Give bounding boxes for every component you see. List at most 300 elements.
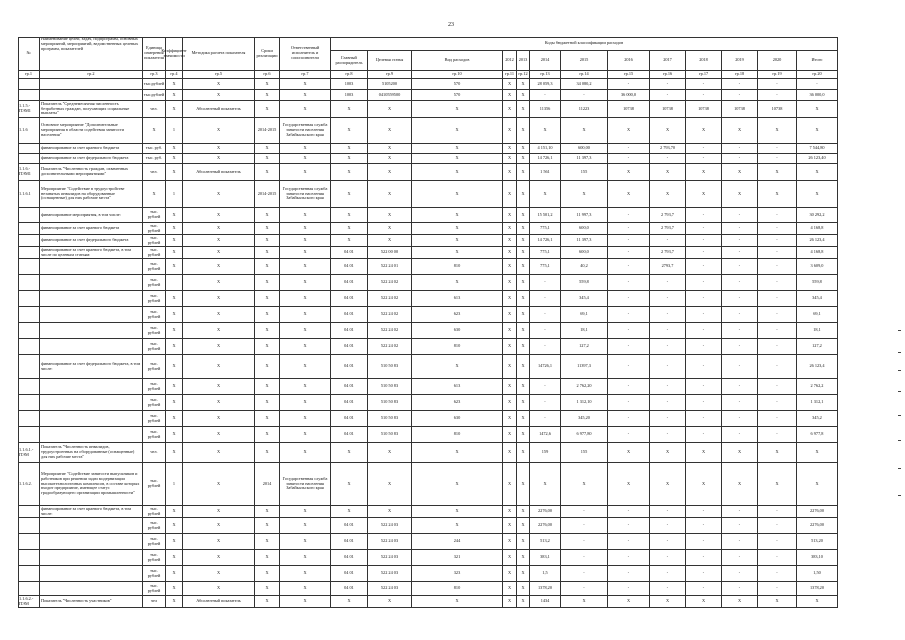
table-cell [40, 291, 143, 307]
table-cell: X [255, 323, 280, 339]
table-cell: 775,1 [530, 259, 561, 275]
table-cell: X [503, 355, 517, 379]
table-cell [166, 275, 183, 291]
table-cell: 600,0 [561, 247, 608, 259]
table-cell: X [503, 550, 517, 566]
table-cell: X [368, 144, 412, 154]
table-cell: X [686, 181, 722, 208]
table-cell: X [166, 307, 183, 323]
table-cell: 7 544,80 [797, 144, 838, 154]
table-cell: 6 977,80 [561, 427, 608, 443]
table-cell: 2014-2015 [255, 181, 280, 208]
table-cell: финансирование за счет федерального бюджета [40, 235, 143, 247]
table-cell [18, 144, 40, 154]
table-cell: - [758, 582, 797, 596]
table-cell: X [412, 181, 503, 208]
table-cell: X [503, 144, 517, 154]
table-cell: X [722, 118, 758, 144]
table-cell: X [183, 154, 255, 164]
table-cell: 04 01 [331, 534, 368, 550]
table-cell: X [412, 275, 503, 291]
table-cell: - [608, 79, 650, 90]
table-cell: Абсолютный показатель [183, 164, 255, 181]
table-cell: X [280, 355, 331, 379]
header-total: Итого [797, 51, 838, 71]
table-cell: X [166, 247, 183, 259]
table-cell: 127,2 [561, 339, 608, 355]
table-cell: 623 [412, 307, 503, 323]
table-cell: X [517, 79, 530, 90]
table-cell: X [166, 259, 183, 275]
table-cell: чел. [143, 164, 166, 181]
table-cell: 510 50 83 [368, 411, 412, 427]
table-cell: - [758, 379, 797, 395]
table-cell: X [183, 79, 255, 90]
table-cell: X [280, 208, 331, 223]
table-cell: X [608, 181, 650, 208]
table-cell: - [722, 247, 758, 259]
table-cell: X [503, 247, 517, 259]
table-cell: X [183, 235, 255, 247]
table-cell: X [608, 118, 650, 144]
table-cell: X [183, 427, 255, 443]
table-cell: X [650, 164, 686, 181]
table-cell: X [650, 443, 686, 463]
table-cell: X [517, 259, 530, 275]
table-cell: 1 [166, 118, 183, 144]
table-cell: - [722, 355, 758, 379]
table-cell: 14 726,1 [530, 154, 561, 164]
table-cell: X [166, 566, 183, 582]
table-cell: 6 977,8 [797, 427, 838, 443]
column-number: гр.9 [368, 71, 412, 79]
table-cell: - [650, 291, 686, 307]
table-cell: - [530, 379, 561, 395]
table-cell [40, 518, 143, 534]
table-cell: 522 24 02 [368, 323, 412, 339]
table-cell: X [255, 291, 280, 307]
table-cell: - [722, 144, 758, 154]
table-cell: X [166, 411, 183, 427]
table-cell: X [517, 395, 530, 411]
table-cell: X [166, 235, 183, 247]
table-cell: X [255, 506, 280, 518]
table-cell: X [143, 118, 166, 144]
table-cell: Государственная служба занятости населения Забайкальского края [280, 118, 331, 144]
table-cell: 10738 [758, 101, 797, 118]
table-cell: X [280, 235, 331, 247]
table-cell: 2 793,70 [650, 144, 686, 154]
table-cell: X [368, 101, 412, 118]
table-cell [18, 379, 40, 395]
table-cell: X [412, 596, 503, 608]
table-cell: X [561, 463, 608, 506]
table-cell: X [412, 443, 503, 463]
table-cell: 510 50 83 [368, 355, 412, 379]
table-cell: - [686, 208, 722, 223]
table-cell: - [686, 518, 722, 534]
table-cell: - [530, 395, 561, 411]
table-cell: 1003 [331, 79, 368, 90]
table-cell: - [650, 355, 686, 379]
table-cell: X [183, 566, 255, 582]
table-cell [18, 247, 40, 259]
table-cell: X [183, 355, 255, 379]
table-cell [18, 154, 40, 164]
table-cell: - [722, 154, 758, 164]
header-cs: Целевая статья [368, 51, 412, 71]
table-cell: - [650, 154, 686, 164]
column-number: гр.14 [561, 71, 608, 79]
margin-tick [898, 415, 901, 416]
header-coef: Коэффициент значимости [166, 37, 183, 71]
table-cell: X [331, 235, 368, 247]
table-cell: X [331, 181, 368, 208]
table-cell: X [255, 101, 280, 118]
table-cell: X [368, 235, 412, 247]
table-cell: X [608, 596, 650, 608]
table-cell: 26 123,40 [797, 154, 838, 164]
table-cell [18, 208, 40, 223]
table-cell: X [255, 582, 280, 596]
table-cell: - [608, 566, 650, 582]
table-cell: X [412, 223, 503, 235]
table-cell: X [183, 443, 255, 463]
table-cell: 11 397,3 [561, 154, 608, 164]
table-cell: 510 50 83 [368, 379, 412, 395]
table-cell: 1378,20 [797, 582, 838, 596]
table-cell: X [517, 223, 530, 235]
table-cell: - [608, 506, 650, 518]
table-cell: X [517, 323, 530, 339]
table-cell: - [686, 323, 722, 339]
table-cell [18, 307, 40, 323]
margin-tick [898, 391, 901, 392]
table-cell: X [183, 259, 255, 275]
table-cell: X [143, 181, 166, 208]
table-cell: - [722, 235, 758, 247]
table-cell: - [758, 235, 797, 247]
table-cell: 345,4 [561, 291, 608, 307]
table-cell: 11397,3 [561, 355, 608, 379]
table-cell: X [517, 208, 530, 223]
table-cell: X [255, 534, 280, 550]
table-cell: 522 24 02 [368, 339, 412, 355]
table-cell: X [530, 463, 561, 506]
table-cell: 1378,20 [530, 582, 561, 596]
table-cell: X [503, 164, 517, 181]
table-cell: 5105200 [368, 79, 412, 90]
table-cell: X [183, 275, 255, 291]
table-cell: 04 01 [331, 550, 368, 566]
table-cell: тыс.рублей [143, 79, 166, 90]
table-cell: 810 [412, 259, 503, 275]
table-cell: X [166, 506, 183, 518]
table-cell: X [797, 463, 838, 506]
table-cell: - [608, 323, 650, 339]
header-term: Сроки реализации [255, 37, 280, 71]
column-number: гр.8 [331, 71, 368, 79]
table-cell [40, 90, 143, 101]
table-cell: - [758, 566, 797, 582]
table-cell: 570 [412, 79, 503, 90]
table-cell: - [608, 291, 650, 307]
column-number: гр.15 [608, 71, 650, 79]
table-cell [18, 259, 40, 275]
table-cell: X [183, 181, 255, 208]
table-cell: Показатель "Численность инвалидов, трудоустроенных на оборудованные (оснащенные) для них рабочие места" [40, 443, 143, 463]
table-cell: Основное мероприятие "Дополнительные мероприятия в области содействия занятости населения" [40, 118, 143, 144]
table-cell: 613 [412, 291, 503, 307]
table-cell: X [758, 443, 797, 463]
table-cell: - [686, 247, 722, 259]
table-cell: Мероприятие "Содействие в трудоустройстве незанятых инвалидов на оборудованные (оснащенные) для них рабочие места" [40, 181, 143, 208]
table-cell: X [797, 101, 838, 118]
table-cell: X [517, 90, 530, 101]
table-cell: X [517, 101, 530, 118]
table-cell: - [758, 518, 797, 534]
table-cell [18, 534, 40, 550]
table-cell: X [503, 259, 517, 275]
table-cell: - [758, 291, 797, 307]
table-cell [40, 79, 143, 90]
table-cell [40, 534, 143, 550]
table-cell: X [331, 154, 368, 164]
table-cell: 10738 [722, 101, 758, 118]
table-cell: чел. [143, 101, 166, 118]
table-cell: - [722, 379, 758, 395]
table-cell: X [517, 154, 530, 164]
table-cell: X [517, 291, 530, 307]
table-cell: - [650, 582, 686, 596]
header-year: 2019 [722, 51, 758, 71]
table-cell: - [686, 550, 722, 566]
table-cell: - [722, 534, 758, 550]
table-cell: 810 [412, 582, 503, 596]
table-cell: - [650, 534, 686, 550]
table-cell: - [650, 518, 686, 534]
table-cell: 1,50 [797, 566, 838, 582]
table-cell: X [503, 79, 517, 90]
table-cell: - [722, 427, 758, 443]
table-cell: - [758, 223, 797, 235]
table-cell: - [530, 307, 561, 323]
table-cell: X [686, 463, 722, 506]
table-cell: X [503, 534, 517, 550]
table-cell: тыс. рублей [143, 582, 166, 596]
table-cell: 2276,00 [530, 518, 561, 534]
table-cell: X [166, 164, 183, 181]
table-cell: - [561, 550, 608, 566]
table-cell: X [331, 208, 368, 223]
table-cell: 1 312,10 [561, 395, 608, 411]
column-number: гр.1 [18, 71, 40, 79]
header-year: 2014 [530, 51, 561, 71]
table-cell: тыс. рублей [143, 339, 166, 355]
column-number: гр.16 [650, 71, 686, 79]
header-method: Методика расчета показателя [183, 37, 255, 71]
table-cell: X [758, 118, 797, 144]
page-number: 23 [448, 22, 454, 28]
table-cell: X [561, 181, 608, 208]
table-cell: - [561, 506, 608, 518]
header-year: 2018 [686, 51, 722, 71]
table-cell: финансирование за счет краевого бюджета [40, 223, 143, 235]
table-cell: X [166, 379, 183, 395]
table-cell: 11223 [561, 101, 608, 118]
table-cell: X [517, 566, 530, 582]
table-cell: X [166, 79, 183, 90]
table-cell: тыс. рублей [143, 323, 166, 339]
table-cell: X [412, 463, 503, 506]
table-cell: X [517, 181, 530, 208]
table-cell: - [758, 275, 797, 291]
table-cell: 2 793,7 [650, 247, 686, 259]
table-cell: - [530, 291, 561, 307]
table-cell: X [686, 164, 722, 181]
table-cell: 1.1.6.1.- ПЭМ [18, 443, 40, 463]
table-cell: Государственная служба занятости населения Забайкальского края [280, 181, 331, 208]
table-cell: X [503, 90, 517, 101]
table-cell: 1,5 [530, 566, 561, 582]
table-cell: 323 [412, 566, 503, 582]
table-cell: - [561, 534, 608, 550]
table-cell: 345,2 [797, 411, 838, 427]
table-cell: X [183, 518, 255, 534]
header-year: 2012 [503, 51, 517, 71]
header-year: 2020 [758, 51, 797, 71]
table-cell: 11 397,3 [561, 235, 608, 247]
table-cell: - [561, 90, 608, 101]
table-cell: - [686, 427, 722, 443]
table-cell: - [608, 339, 650, 355]
table-cell: X [331, 164, 368, 181]
table-cell: X [183, 582, 255, 596]
table-cell: X [517, 534, 530, 550]
table-cell: - [650, 323, 686, 339]
table-cell [40, 307, 143, 323]
header-year: 2015 [561, 51, 608, 71]
table-cell: тыс. рублей [143, 411, 166, 427]
table-cell: X [255, 339, 280, 355]
table-cell: 2793,7 [650, 259, 686, 275]
table-cell: X [166, 90, 183, 101]
table-cell: X [255, 395, 280, 411]
table-cell: 1.1.6.1 [18, 181, 40, 208]
table-cell: 04 01 [331, 259, 368, 275]
table-cell: X [517, 307, 530, 323]
table-cell: тыс. рублей [143, 506, 166, 518]
table-cell: X [517, 379, 530, 395]
table-cell: - [608, 518, 650, 534]
table-cell: 28 059,3 [530, 79, 561, 90]
table-cell: - [650, 307, 686, 323]
table-cell: X [503, 235, 517, 247]
table-cell: 1003 [331, 90, 368, 101]
table-cell [18, 339, 40, 355]
table-cell [18, 427, 40, 443]
table-cell: X [503, 118, 517, 144]
table-cell [40, 379, 143, 395]
table-cell: 2014 [255, 463, 280, 506]
table-cell: - [758, 79, 797, 90]
table-cell: X [255, 443, 280, 463]
table-cell: - [758, 144, 797, 154]
table-cell: - [608, 355, 650, 379]
table-cell: 570 [412, 90, 503, 101]
table-cell: тыс. рублей [143, 427, 166, 443]
table-cell: X [412, 208, 503, 223]
table-cell: X [722, 463, 758, 506]
table-cell: 3 609,0 [797, 259, 838, 275]
table-cell: 04 01 [331, 411, 368, 427]
table-cell: тыс. рублей [143, 463, 166, 506]
table-cell: X [255, 247, 280, 259]
table-cell: X [166, 223, 183, 235]
table-cell: финансирование за счет федерального бюджета [40, 154, 143, 164]
table-cell: - [722, 79, 758, 90]
table-cell [18, 79, 40, 90]
table-cell: - [758, 154, 797, 164]
table-cell: - [722, 307, 758, 323]
table-cell: X [412, 144, 503, 154]
table-cell: - [758, 395, 797, 411]
table-cell: X [517, 582, 530, 596]
table-cell: - [758, 247, 797, 259]
table-cell: X [517, 118, 530, 144]
table-cell: 04 01 [331, 339, 368, 355]
table-cell: X [280, 223, 331, 235]
table-cell: X [166, 582, 183, 596]
table-cell: - [561, 566, 608, 582]
table-cell: X [331, 118, 368, 144]
table-cell [40, 275, 143, 291]
table-cell: - [797, 79, 838, 90]
table-cell: X [503, 307, 517, 323]
table-cell: - [530, 339, 561, 355]
table-cell [18, 566, 40, 582]
table-cell: X [503, 443, 517, 463]
table-cell: 26 123,4 [797, 355, 838, 379]
table-cell: X [368, 506, 412, 518]
table-cell: X [503, 101, 517, 118]
table-cell: 2 793,7 [650, 223, 686, 235]
table-cell: - [561, 518, 608, 534]
table-cell: - [686, 275, 722, 291]
table-cell: X [331, 144, 368, 154]
table-cell: X [166, 323, 183, 339]
table-cell: X [412, 518, 503, 534]
table-cell: 04 01 [331, 275, 368, 291]
table-cell: - [722, 506, 758, 518]
table-cell: тыс. руб. [143, 154, 166, 164]
table-cell: 1 561 [530, 164, 561, 181]
table-cell: 04 01 [331, 307, 368, 323]
table-cell: Абсолютный показатель [183, 101, 255, 118]
table-cell: X [183, 247, 255, 259]
table-cell: 2014-2015 [255, 118, 280, 144]
table-cell: X [608, 463, 650, 506]
table-cell: 775,1 [530, 247, 561, 259]
header-exec: Ответственный исполнитель и соисполнители [280, 37, 331, 71]
table-cell: тыс. рублей [143, 208, 166, 223]
column-number: гр.19 [758, 71, 797, 79]
table-cell: X [503, 506, 517, 518]
table-cell: X [331, 463, 368, 506]
table-cell: X [517, 339, 530, 355]
table-cell: - [686, 154, 722, 164]
table-cell: X [183, 323, 255, 339]
